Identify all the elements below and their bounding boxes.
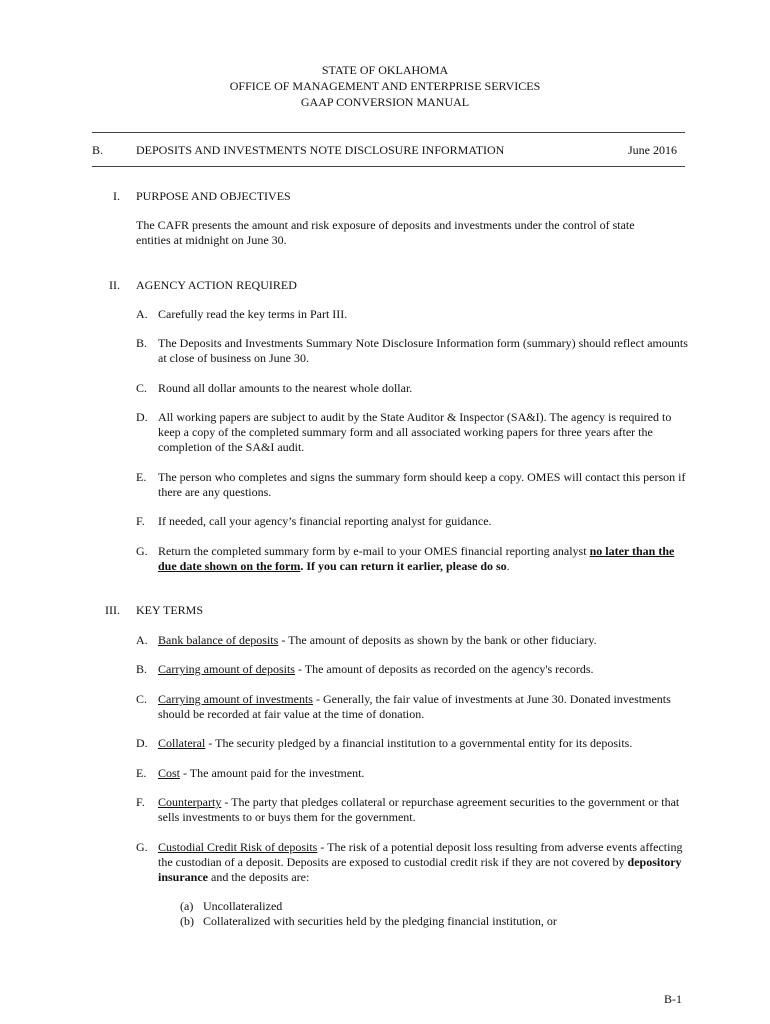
key-term: F. Counterparty - The party that pledges collateral or repurchase agreement securities to the government or that sells investments to or buys them for the government. [136,795,680,824]
header-line-1: STATE OF OKLAHOMA [321,63,449,77]
list-item: E. The person who completes and signs the summary form should keep a copy. OMES will contact this person if there are any questions. [136,470,686,499]
key-term: G. Custodial Credit Risk of deposits - The risk of a potential deposit loss resulting from adverse events affecting the custodian of a deposit. Deposits are exposed to custodial credit risk if they are not covered by depository insurance and the deposits are: [136,840,683,884]
key-term: E. Cost - The amount paid for the investment. [136,766,365,780]
top-divider [92,132,685,133]
key-term: B. Carrying amount of deposits - The amount of deposits as recorded on the agency's records. [136,662,594,676]
term-name: Carrying amount of deposits [158,662,295,676]
part-1-number: I. [113,189,120,203]
section-heading [92,143,685,159]
section-letter: B. [92,143,104,157]
term-name: Carrying amount of investments [158,692,313,706]
due-date-emphasis: no later than the due date shown on the form [158,544,675,573]
term-name: Counterparty [158,795,222,809]
list-item: C. Round all dollar amounts to the nearest whole dollar. [136,381,413,395]
sub-list-item: (a) Uncollateralized [180,899,283,913]
list-item: F. If needed, call your agency’s financial reporting analyst for guidance. [136,514,492,528]
term-name: Bank balance of deposits [158,633,279,647]
key-term: D. Collateral - The security pledged by a financial institution to a governmental entity for its deposits. [136,736,633,750]
bottom-divider [92,166,685,167]
part-1-text: The CAFR presents the amount and risk exposure of deposits and investments under the control of state entities at midnight on June 30. [136,218,635,247]
page-number: B-1 [664,992,682,1006]
header-line-2: OFFICE OF MANAGEMENT AND ENTERPRISE SERVICES [229,79,541,93]
term-name: Cost [158,766,181,780]
document-header [0,62,770,110]
list-item: A. Carefully read the key terms in Part III. [136,307,348,321]
key-term: A. Bank balance of deposits - The amount of deposits as shown by the bank or other fiduciary. [136,633,597,647]
section-date: June 2016 [628,143,677,157]
term-name: Collateral [158,736,206,750]
part-2-title: AGENCY ACTION REQUIRED [136,278,297,292]
list-item: D. All working papers are subject to audit by the State Auditor & Inspector (SA&I). The agency is required to keep a copy of the completed summary form and all associated working papers for three years after the completion of the SA&I audit. [136,410,672,454]
section-title: DEPOSITS AND INVESTMENTS NOTE DISCLOSURE INFORMATION [136,143,505,157]
list-item: B. The Deposits and Investments Summary Note Disclosure Information form (summary) should reflect amounts at close of business on June 30. [136,336,688,365]
depository-insurance-emphasis: depository insurance [158,855,682,884]
part-1-title: PURPOSE AND OBJECTIVES [136,189,291,203]
part-3-number: III. [105,603,120,617]
header-line-3: GAAP CONVERSION MANUAL [300,95,470,109]
term-name: Custodial Credit Risk of deposits [158,840,318,854]
sub-list-item: (b) Collateralized with securities held by the pledging financial institution, or [180,914,557,928]
part-2-number: II. [109,278,120,292]
list-item: G. Return the completed summary form by e-mail to your OMES financial reporting analyst no later than the due date shown on the form. If you can return it earlier, please do so. [136,544,675,573]
key-term: C. Carrying amount of investments - Generally, the fair value of investments at June 30. Donated investments should be recorded at fair value at the time of donation. [136,692,671,721]
part-3-title: KEY TERMS [136,603,204,617]
